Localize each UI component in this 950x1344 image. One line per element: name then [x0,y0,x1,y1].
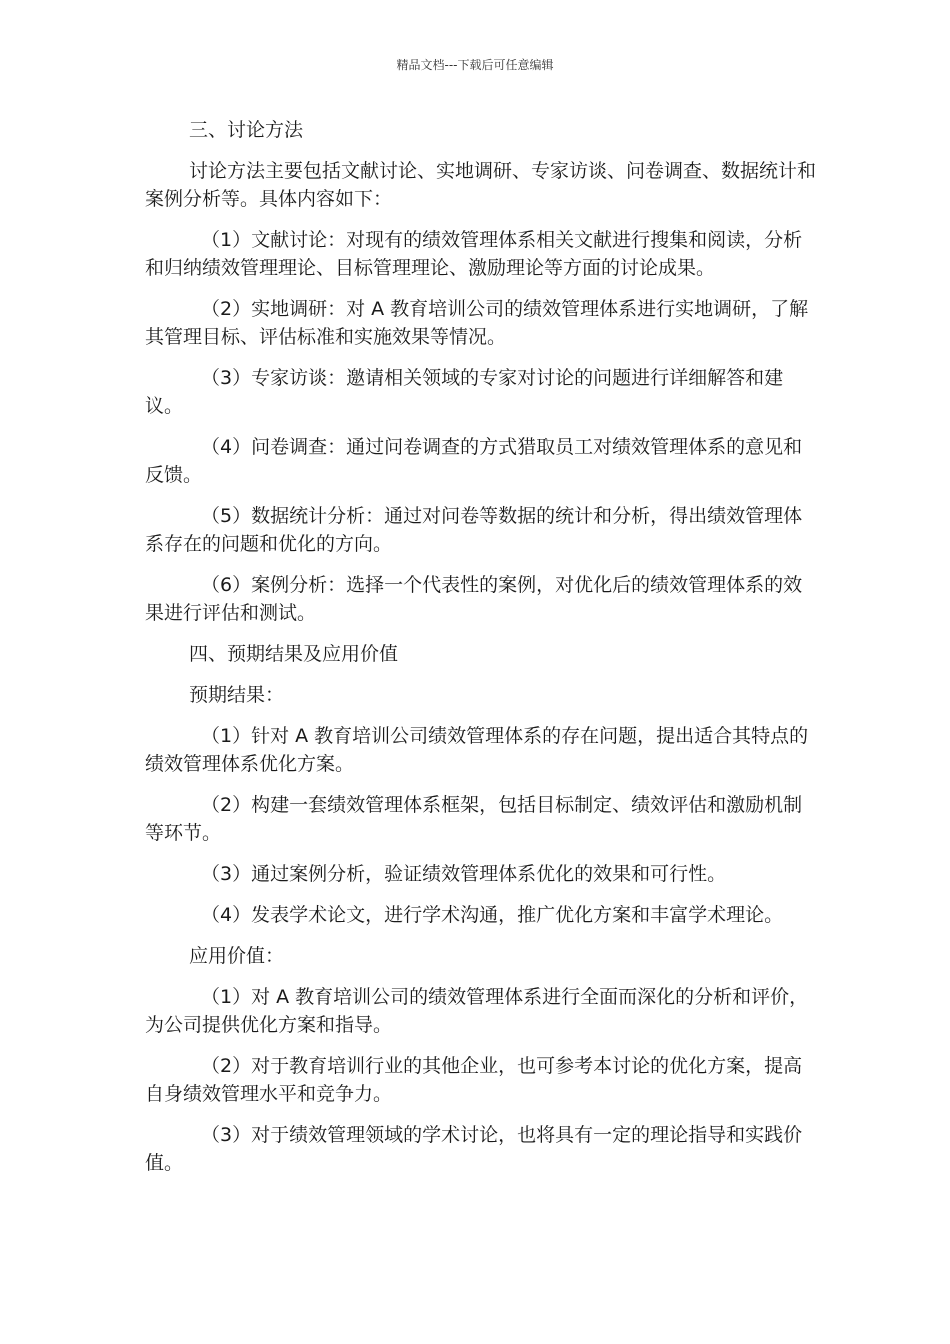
value-item-3: （3）对于绩效管理领域的学术讨论，也将具有一定的理论指导和实践价值。 [145,1124,803,1174]
result-item-3: （3）通过案例分析，验证绩效管理体系优化的效果和可行性。 [201,863,727,885]
result-item-4: （4）发表学术论文，进行学术沟通，推广优化方案和丰富学术理论。 [201,904,784,926]
methods-intro-paragraph: 讨论方法主要包括文献讨论、实地调研、专家访谈、问卷调查、数据统计和案例分析等。具体内容如下： [145,160,817,210]
application-value-label: 应用价值： [189,945,285,967]
result-item-2: （2）构建一套绩效管理体系框架，包括目标制定、绩效评估和激励机制等环节。 [145,794,803,844]
page-header: 精品文档---下载后可任意编辑 [396,58,554,72]
value-item-2: （2）对于教育培训行业的其他企业，也可参考本讨论的优化方案，提高自身绩效管理水平和竞争力。 [145,1055,803,1105]
expected-results-label: 预期结果： [189,684,285,706]
method-item-expert-interview: （3）专家访谈：邀请相关领域的专家对讨论的问题进行详细解答和建议。 [145,367,784,417]
section-heading-expected-results: 四、预期结果及应用价值 [189,643,399,665]
value-item-1: （1）对 A 教育培训公司的绩效管理体系进行全面而深化的分析和评价，为公司提供优化方案和指导。 [145,986,809,1036]
document-body [145,116,817,1177]
method-item-questionnaire: （4）问卷调查：通过问卷调查的方式猎取员工对绩效管理体系的意见和反馈。 [145,436,803,486]
method-item-statistics: （5）数据统计分析：通过对问卷等数据的统计和分析，得出绩效管理体系存在的问题和优化的方向。 [145,505,803,555]
method-item-case-analysis: （6）案例分析：选择一个代表性的案例，对优化后的绩效管理体系的效果进行评估和测试。 [145,574,803,624]
method-item-field-research: （2）实地调研：对 A 教育培训公司的绩效管理体系进行实地调研，了解其管理目标、评估标准和实施效果等情况。 [145,298,809,348]
method-item-literature: （1）文献讨论：对现有的绩效管理体系相关文献进行搜集和阅读，分析和归纳绩效管理理论、目标管理理论、激励理论等方面的讨论成果。 [145,229,803,279]
result-item-1: （1）针对 A 教育培训公司绩效管理体系的存在问题，提出适合其特点的绩效管理体系优化方案。 [145,725,809,775]
section-heading-methods: 三、讨论方法 [189,119,304,141]
